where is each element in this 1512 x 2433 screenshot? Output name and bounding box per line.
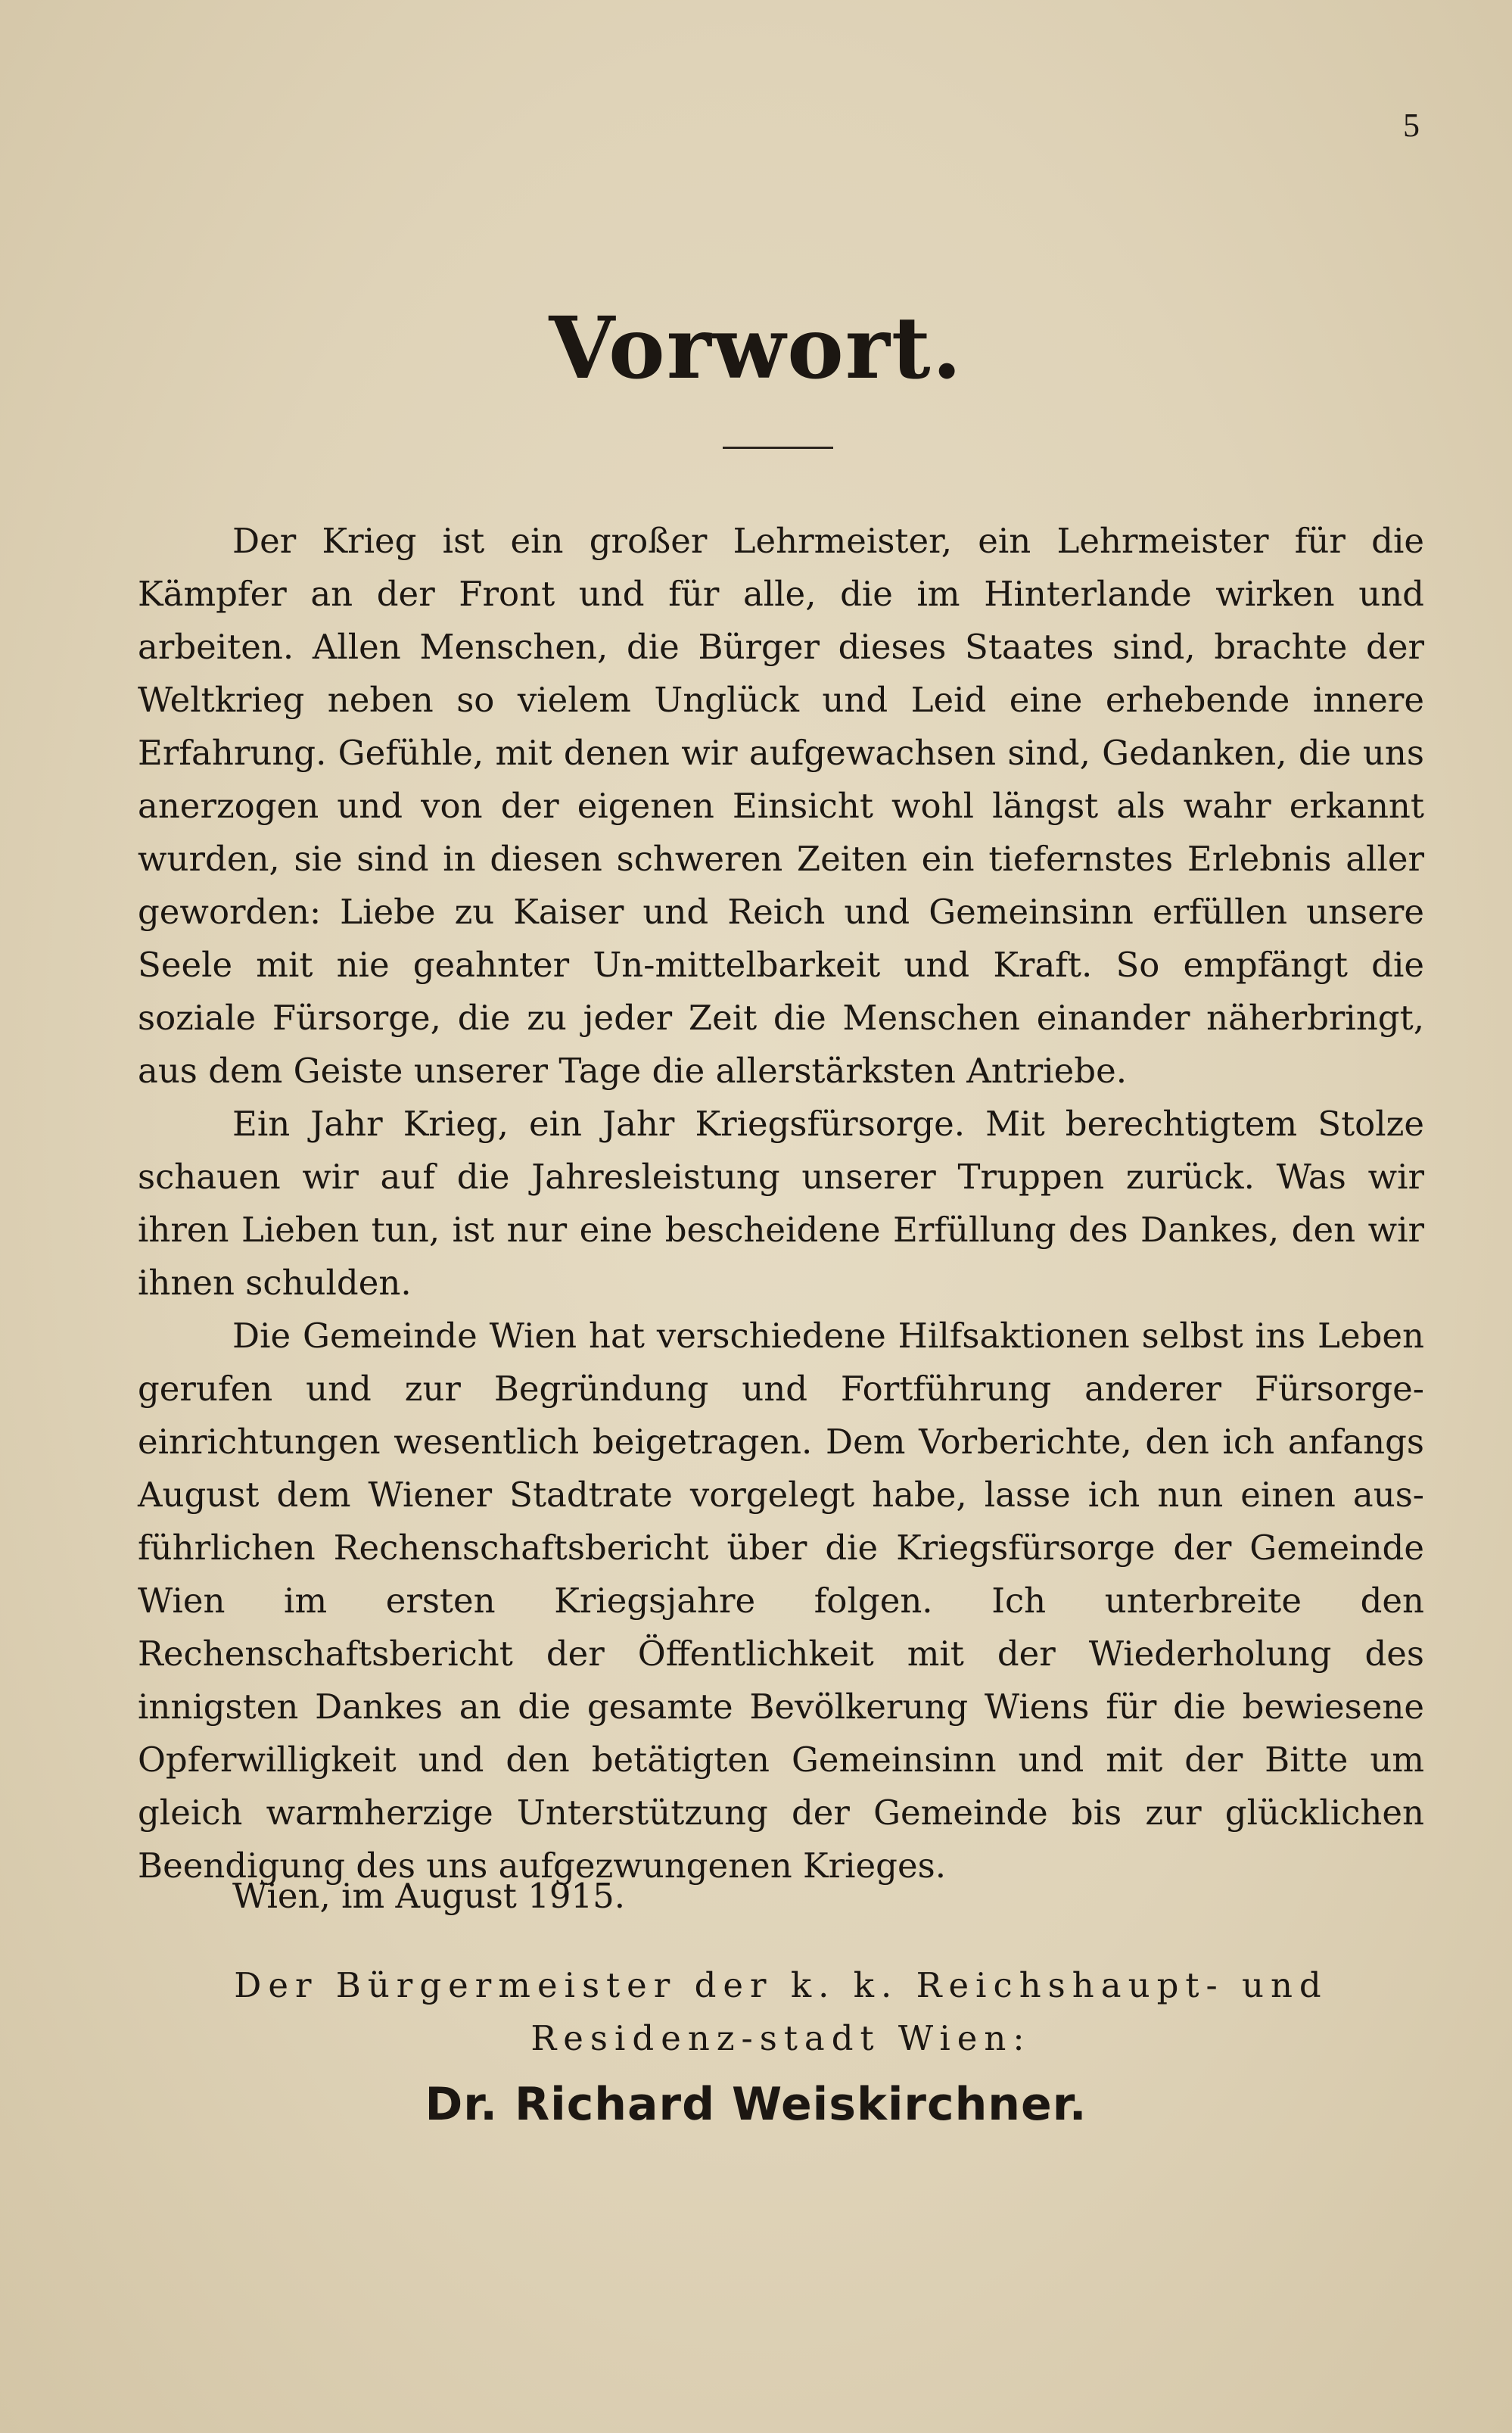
paragraph-3: Die Gemeinde Wien hat verschiedene Hilfsaktionen selbst ins Leben gerufen und zur Begründung und Fortführung anderer Fürsorge-einrichtungen wesentlich beigetragen. Dem Vorberichte, den ich anfangs August dem Wiener Stadtrate vorgelegt habe, lasse ich nun einen aus-führlichen Rechenschaftsbericht über die Kriegsfürsorge der Gemeinde Wien im ersten Kriegsjahre folgen. Ich unterbreite den Rechenschaftsbericht der Öffentlichkeit mit der Wiederholung des innigsten Dankes an die gesamte Bevölkerung Wiens für die bewiesene Opferwilligkeit und den betätigten Gemeinsinn und mit der Bitte um gleich warmherzige Unterstützung der Gemeinde bis zur glücklichen Beendigung des uns aufgezwungenen Krieges. bbox=[138, 1316, 1424, 1886]
signature-role: Der Bürgermeister der k. k. Reichshaupt- und Residenz-stadt Wien: bbox=[234, 1965, 1328, 2058]
paragraph-2: Ein Jahr Krieg, ein Jahr Kriegsfürsorge. Mit berechtigtem Stolze schauen wir auf die Jahresleistung unserer Truppen zurück. Was wir ihren Lieben tun, ist nur eine bescheidene Erfüllung des Dankes, den wir ihnen schulden. bbox=[138, 1104, 1424, 1303]
foreword-body bbox=[138, 515, 1424, 1893]
page-number: 5 bbox=[1403, 107, 1420, 144]
signature-name: Dr. Richard Weiskirchner. bbox=[425, 2078, 1087, 2131]
page-title: Vorwort. bbox=[549, 299, 963, 398]
paragraph-1: Der Krieg ist ein großer Lehrmeister, ein Lehrmeister für die Kämpfer an der Front und für alle, die im Hinterlande wirken und arbeiten. Allen Menschen, die Bürger dieses Staates sind, brachte der Weltkrieg neben so vielem Unglück und Leid eine erhebende innere Erfahrung. Gefühle, mit denen wir aufgewachsen sind, Gedanken, die uns anerzogen und von der eigenen Einsicht wohl längst als wahr erkannt wurden, sie sind in diesen schweren Zeiten ein tiefernstes Erlebnis aller geworden: Liebe zu Kaiser und Reich und Gemeinsinn erfüllen unsere Seele mit nie geahnter Un-mittelbarkeit und Kraft. So empfängt die soziale Fürsorge, die zu jeder Zeit die Menschen einander näherbringt, aus dem Geiste unserer Tage die allerstärksten Antriebe. bbox=[138, 521, 1424, 1091]
place-date: Wien, im August 1915. bbox=[232, 1876, 626, 1916]
title-divider bbox=[723, 447, 833, 449]
